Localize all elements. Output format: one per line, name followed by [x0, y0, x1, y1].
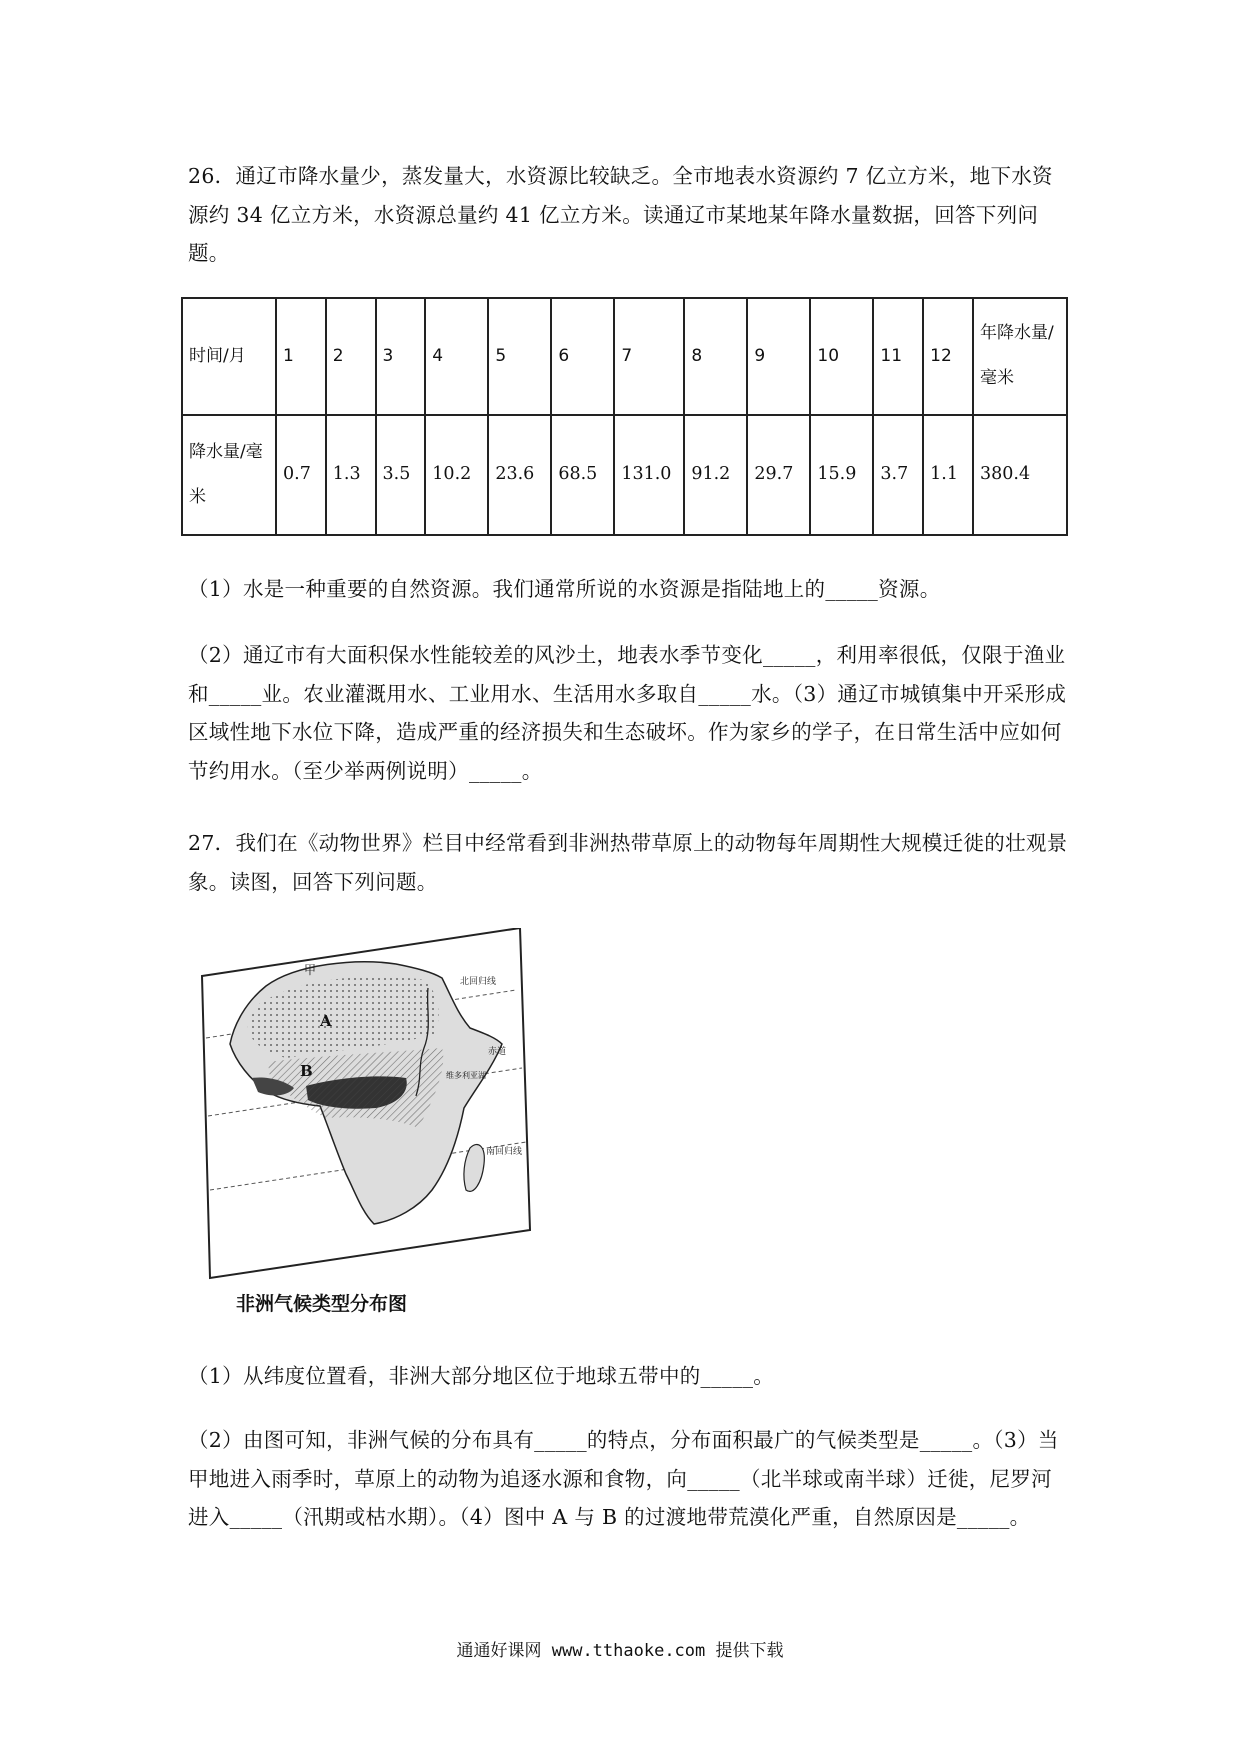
- value-cell: 29.7: [747, 415, 810, 535]
- page-footer: 通通好课网 www.tthaoke.com 提供下载: [456, 1641, 784, 1661]
- value-cell: 1.1: [923, 415, 973, 535]
- africa-climate-map: [196, 928, 536, 1318]
- table-header-label: 时间/月: [182, 298, 276, 415]
- value-cell: 1.3: [326, 415, 376, 535]
- savanna-zone: [268, 1048, 443, 1128]
- value-cell: 3.5: [376, 415, 426, 535]
- value-cell: 23.6: [488, 415, 551, 535]
- value-cell: 15.9: [810, 415, 873, 535]
- label-a: A: [320, 1012, 332, 1030]
- map-caption: 非洲气候类型分布图: [236, 1293, 408, 1315]
- month-cell: 12: [923, 298, 973, 415]
- month-cell: 11: [873, 298, 923, 415]
- label-lake: 维多利亚湖: [446, 1071, 486, 1080]
- total-value: 380.4: [973, 415, 1067, 535]
- madagascar: [464, 1145, 484, 1192]
- value-cell: 91.2: [684, 415, 747, 535]
- month-cell: 2: [326, 298, 376, 415]
- month-cell: 4: [425, 298, 488, 415]
- value-cell: 68.5: [551, 415, 614, 535]
- total-header: 年降水量/毫米: [973, 298, 1067, 415]
- month-cell: 8: [684, 298, 747, 415]
- q27-sub1: （1）从纬度位置看，非洲大部分地区位于地球五带中的_____。: [188, 1364, 775, 1388]
- month-cell: 6: [551, 298, 614, 415]
- q26-sub2: （2）通辽市有大面积保水性能较差的风沙土，地表水季节变化_____，利用率很低，仅限于渔业和_____业。农业灌溉用水、工业用水、生活用水多取自_____水。（3）通辽市城镇集中开采形成区域性地下水位下降，造成严重的经济损失和生态破坏。作为家乡的学子，在日常生活中应如何节约用水。（至少举两例说明）_____。: [188, 643, 1067, 783]
- value-cell: 131.0: [614, 415, 684, 535]
- label-jia: 甲: [304, 963, 317, 977]
- q26-stem: 26．通辽市降水量少，蒸发量大，水资源比较缺乏。全市地表水资源约 7 亿立方米，地下水资源约 34 亿立方米，水资源总量约 41 亿立方米。读通辽市某地某年降水量数据，回答下列问题。: [188, 164, 1053, 265]
- month-cell: 5: [488, 298, 551, 415]
- precipitation-table: [181, 297, 1068, 536]
- q27-sub2: （2）由图可知，非洲气候的分布具有_____的特点，分布面积最广的气候类型是_____。（3）当甲地进入雨季时，草原上的动物为追逐水源和食物，向_____（北半球或南半球）迁徙，尼罗河进入_____（汛期或枯水期）。（4）图中 A 与 B 的过渡地带荒漠化严重，自然原因是_____。: [188, 1428, 1059, 1529]
- month-cell: 1: [276, 298, 326, 415]
- q26-sub1: （1）水是一种重要的自然资源。我们通常所说的水资源是指陆地上的_____资源。: [188, 577, 941, 601]
- month-cell: 3: [376, 298, 426, 415]
- label-equator: 赤道: [488, 1047, 507, 1057]
- month-cell: 10: [810, 298, 873, 415]
- value-cell: 10.2: [425, 415, 488, 535]
- label-tropic-north: 北回归线: [460, 977, 497, 987]
- value-cell: 0.7: [276, 415, 326, 535]
- q27-stem: 27．我们在《动物世界》栏目中经常看到非洲热带草原上的动物每年周期性大规模迁徙的壮观景象。读图，回答下列问题。: [188, 831, 1068, 894]
- month-cell: 7: [614, 298, 684, 415]
- month-cell: 9: [747, 298, 810, 415]
- value-cell: 3.7: [873, 415, 923, 535]
- table-row-label: 降水量/毫米: [182, 415, 276, 535]
- label-b: B: [300, 1062, 313, 1080]
- label-tropic-south: 南回归线: [486, 1147, 523, 1157]
